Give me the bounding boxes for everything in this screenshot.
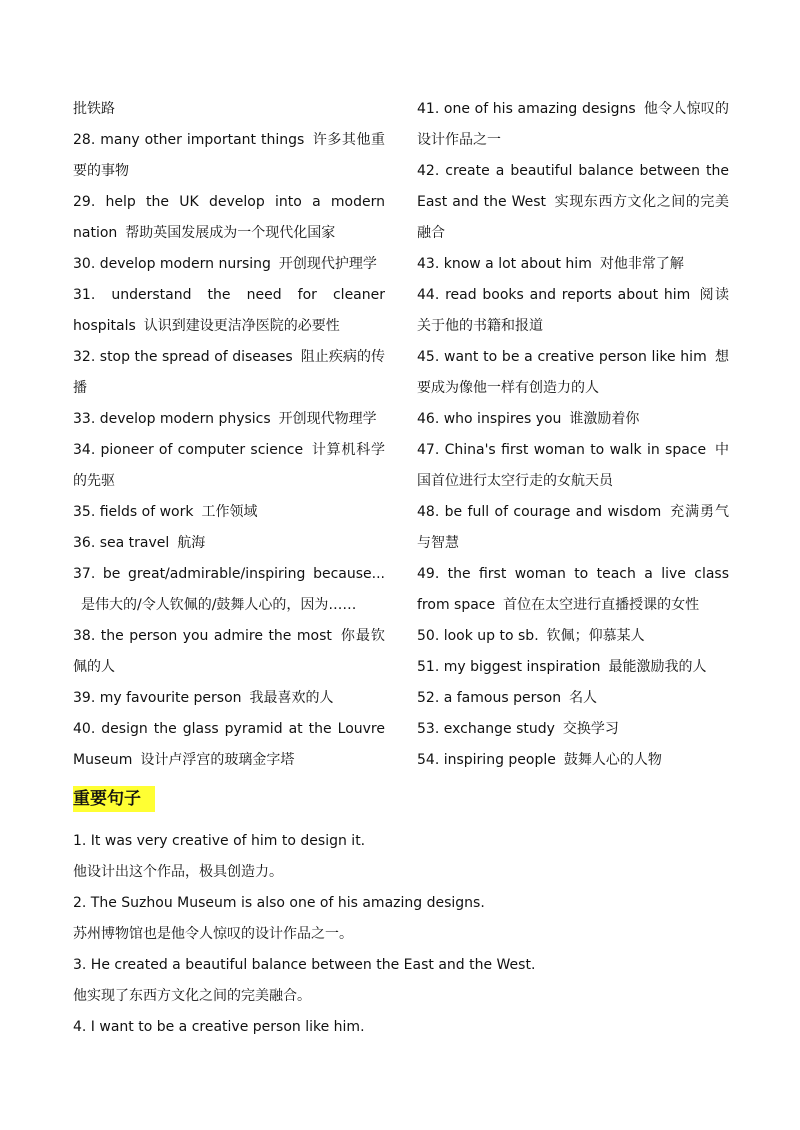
phrase-english: 53. exchange study <box>417 721 555 737</box>
phrase-entry <box>73 559 385 621</box>
phrase-english: 54. inspiring people <box>417 752 556 768</box>
phrase-chinese: 鼓舞人心的人物 <box>563 752 662 768</box>
phrase-chinese: 是伟大的/令人钦佩的/鼓舞人心的，因为…… <box>81 597 357 613</box>
phrase-chinese: 中国首位进行太空行走的女航天员 <box>417 442 729 489</box>
phrase-chinese: 充满勇气与智慧 <box>417 504 730 551</box>
phrase-entry <box>417 714 729 745</box>
phrase-chinese: 许多其他重要的事物 <box>73 132 385 179</box>
phrase-chinese: 阻止疾病的传播 <box>73 349 385 396</box>
phrase-chinese: 开创现代物理学 <box>278 411 377 427</box>
sentence-line: 3. He created a beautiful balance between the East and the West. <box>73 957 536 973</box>
sentence-line: 他实现了东西方文化之间的完美融合。 <box>73 988 311 1004</box>
phrase-chinese: 你最钦佩的人 <box>73 628 385 675</box>
phrase-column-left <box>73 94 385 776</box>
phrase-chinese: 计算机科学的先驱 <box>73 442 386 489</box>
phrase-english: 42. create a beautiful balance between the East and the West <box>417 163 729 210</box>
phrase-entry <box>417 683 729 714</box>
phrase-entry <box>417 404 729 435</box>
phrase-entry <box>73 249 385 280</box>
phrase-chinese: 对他非常了解 <box>599 256 684 272</box>
phrase-chinese: 认识到建设更洁净医院的必要性 <box>143 318 340 334</box>
phrase-entry <box>73 497 385 528</box>
phrase-english: 47. China's first woman to walk in space <box>417 442 707 458</box>
phrase-english: 33. develop modern physics <box>73 411 271 427</box>
phrase-english: 36. sea travel <box>73 535 170 551</box>
phrase-english: 30. develop modern nursing <box>73 256 271 272</box>
sentence-line: 1. It was very creative of him to design it. <box>73 833 366 849</box>
phrase-chinese: 航海 <box>177 535 206 551</box>
phrase-english: 41. one of his amazing designs <box>417 101 636 117</box>
phrase-english: 39. my favourite person <box>73 690 242 706</box>
phrase-chinese: 最能激励我的人 <box>608 659 707 675</box>
phrase-entry <box>417 652 729 683</box>
phrase-english: 43. know a lot about him <box>417 256 592 272</box>
phrase-entry <box>73 342 385 404</box>
phrase-english: 44. read books and reports about him <box>417 287 691 303</box>
phrase-chinese: 想要成为像他一样有创造力的人 <box>417 349 729 396</box>
phrase-chinese: 谁激励着你 <box>569 411 640 427</box>
phrase-english: 29. help the UK develop into a modern nation <box>73 194 385 241</box>
phrase-chinese: 阅读关于他的书籍和报道 <box>417 287 729 334</box>
phrase-english: 批铁路 <box>73 101 115 117</box>
phrase-entry <box>417 559 729 621</box>
phrase-english: 46. who inspires you <box>417 411 562 427</box>
phrase-english: 37. be great/admirable/inspiring because... <box>73 566 385 582</box>
phrase-chinese: 帮助英国发展成为一个现代化国家 <box>125 225 336 241</box>
phrase-columns <box>73 94 729 776</box>
phrase-entry <box>73 125 385 187</box>
phrase-english: 40. design the glass pyramid at the Louvre Museum <box>73 721 385 768</box>
phrase-english: 28. many other important things <box>73 132 305 148</box>
phrase-entry <box>417 94 729 156</box>
phrase-chinese: 名人 <box>569 690 598 706</box>
phrase-chinese: 我最喜欢的人 <box>249 690 334 706</box>
phrase-english: 51. my biggest inspiration <box>417 659 601 675</box>
phrase-english: 38. the person you admire the most <box>73 628 332 644</box>
phrase-entry <box>73 683 385 714</box>
sentence-line: 4. I want to be a creative person like him. <box>73 1019 365 1035</box>
sentence-line: 2. The Suzhou Museum is also one of his amazing designs. <box>73 895 485 911</box>
phrase-chinese: 钦佩；仰慕某人 <box>546 628 645 644</box>
sentence-line: 苏州博物馆也是他令人惊叹的设计作品之一。 <box>73 926 353 942</box>
phrase-chinese: 工作领域 <box>201 504 258 520</box>
phrase-entry <box>73 714 385 776</box>
phrase-entry <box>417 497 729 559</box>
phrase-chinese: 交换学习 <box>562 721 619 737</box>
phrase-english: 48. be full of courage and wisdom <box>417 504 662 520</box>
phrase-entry <box>417 745 729 776</box>
section-heading-wrap <box>73 786 155 812</box>
phrase-english: 45. want to be a creative person like him <box>417 349 707 365</box>
phrase-english: 52. a famous person <box>417 690 562 706</box>
phrase-chinese: 设计卢浮宫的玻璃金字塔 <box>140 752 295 768</box>
phrase-english: 35. fields of work <box>73 504 194 520</box>
section-heading: 重要句子 <box>73 786 155 812</box>
phrase-entry <box>417 249 729 280</box>
phrase-english: 31. understand the need for cleaner hospitals <box>73 287 385 334</box>
phrase-chinese: 实现东西方文化之间的完美融合 <box>417 194 730 241</box>
key-sentences <box>73 826 729 1043</box>
phrase-entry <box>417 342 729 404</box>
phrase-chinese: 首位在太空进行直播授课的女性 <box>503 597 700 613</box>
phrase-entry <box>417 621 729 652</box>
phrase-entry <box>73 528 385 559</box>
phrase-entry <box>73 404 385 435</box>
phrase-english: 34. pioneer of computer science <box>73 442 304 458</box>
phrase-entry <box>417 435 729 497</box>
sentence-line: 他设计出这个作品，极具创造力。 <box>73 864 283 880</box>
phrase-entry <box>73 187 385 249</box>
phrase-entry <box>73 280 385 342</box>
phrase-english: 32. stop the spread of diseases <box>73 349 293 365</box>
phrase-english: 50. look up to sb. <box>417 628 539 644</box>
phrase-entry <box>73 94 385 125</box>
phrase-entry <box>417 280 729 342</box>
phrase-column-right <box>417 94 729 776</box>
phrase-chinese: 开创现代护理学 <box>278 256 377 272</box>
phrase-english: 49. the first woman to teach a live class from space <box>417 566 729 613</box>
phrase-chinese: 他令人惊叹的设计作品之一 <box>417 101 729 148</box>
phrase-entry <box>417 156 729 249</box>
phrase-entry <box>73 621 385 683</box>
phrase-entry <box>73 435 385 497</box>
